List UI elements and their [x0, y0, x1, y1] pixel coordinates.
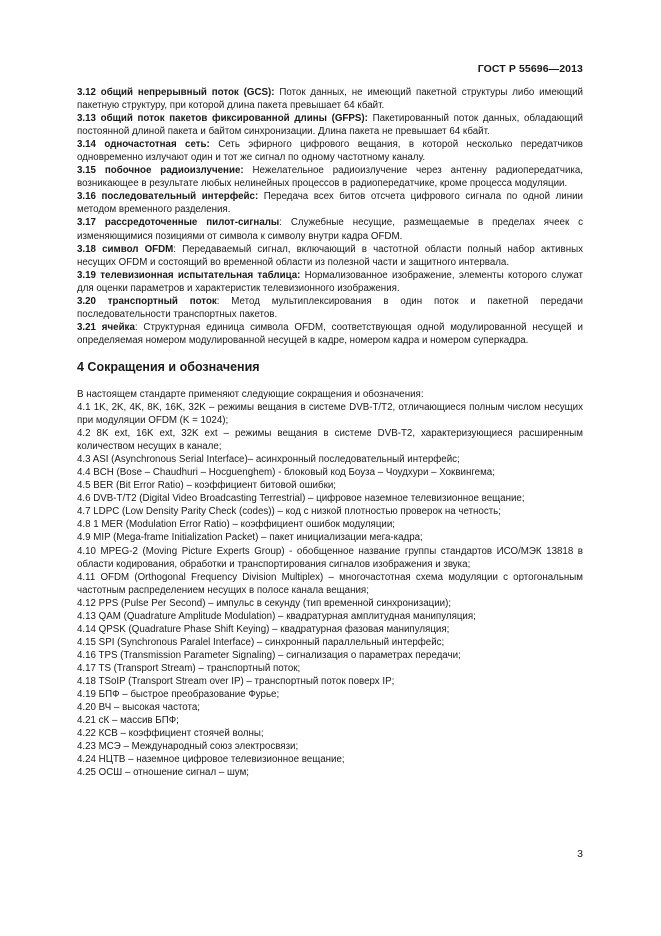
- definition-text: : Служебные несущие, размещаемые в пределах ячеек с изменяющимися позициями от символа к символу внутри кадра OFDM.: [77, 217, 583, 242]
- abbreviation-item: 4.4 BCH (Bose – Chaudhuri – Hocguenghem) - блоковый код Боуза – Чоудхури – Хоквингема;: [77, 467, 495, 479]
- abbreviation-item: 4.2 8K ext, 16K ext, 32K ext – режимы вещания в системе DVB-T2, характеризующиеся расширенным количеством несущих в канале;: [77, 428, 583, 453]
- definition-item: [77, 321, 583, 347]
- definition-term: 3.16 последовательный интерфейс:: [77, 191, 259, 203]
- definition-item: [77, 86, 583, 112]
- abbreviation-item: 4.15 SPI (Synchronous Paralel Interface) – синхронный параллельный интерфейс;: [77, 636, 445, 648]
- definition-text: Нежелательное радиоизлучение через антенну радиопередатчика, возникающее в результате любых нелинейных процессов в радиопередатчике, кроме процесса модуляции.: [77, 165, 583, 190]
- abbreviation-item: 4.14 QPSK (Quadrature Phase Shift Keying) – квадратурная фазовая манипуляция;: [77, 623, 450, 635]
- definition-term: 3.21 ячейка: [77, 321, 135, 333]
- abbreviation-item: 4.9 MIP (Mega-frame Initialization Packet) – пакет инициализации мега-кадра;: [77, 532, 423, 544]
- abbreviation-item: 4.22 КСВ – коэффициент стоячей волны;: [77, 728, 264, 740]
- definition-text: Пакетированный поток данных, обладающий постоянной длиной пакета и байтом синхронизации. Длина пакета не превышает 64 кбайт.: [77, 113, 583, 138]
- definition-text: : Метод мультиплексирования в один поток и пакетной передачи последовательности транспортных пакетов.: [77, 295, 583, 320]
- definition-text: : Передаваемый сигнал, включающий в частотной области полный набор активных несущих OFDM и состоящий во временной области из полезной части и защитного интервала.: [77, 243, 583, 268]
- page-number: 3: [577, 848, 583, 860]
- section-intro: В настоящем стандарте применяют следующие сокращения и обозначения:: [77, 388, 424, 400]
- abbreviation-item: 4.25 ОСШ – отношение сигнал – шум;: [77, 767, 249, 779]
- abbreviation-item: 4.16 TPS (Transmission Parameter Signaling) – сигнализация о параметрах передачи;: [77, 649, 461, 661]
- definition-item: [77, 164, 583, 190]
- definition-item: [77, 269, 583, 295]
- section-title: 4 Сокращения и обозначения: [77, 359, 260, 374]
- definition-item: [77, 112, 583, 138]
- definition-item: [77, 138, 583, 164]
- page-content: [77, 86, 583, 779]
- abbreviation-item: 4.7 LDPC (Low Density Parity Check (codes)) – код с низкой плотностью проверок на четность;: [77, 506, 501, 518]
- definition-item: [77, 243, 583, 269]
- abbreviation-item: 4.13 QAM (Quadrature Amplitude Modulation) – квадратурная амплитудная манипуляция;: [77, 610, 476, 622]
- document-header: ГОСТ Р 55696—2013: [477, 63, 583, 75]
- definition-term: 3.18 символ OFDM: [77, 243, 174, 255]
- abbreviation-item: 4.6 DVB-T/T2 (Digital Video Broadcasting Terrestrial) – цифровое наземное телевизионное вещание;: [77, 493, 525, 505]
- abbreviation-item: 4.5 BER (Bit Error Ratio) – коэффициент битовой ошибки;: [77, 480, 337, 492]
- abbreviation-item: 4.20 ВЧ – высокая частота;: [77, 702, 201, 714]
- definition-term: 3.17 рассредоточенные пилот-сигналы: [77, 217, 280, 229]
- abbreviation-item: 4.8 1 MER (Modulation Error Ratio) – коэффициент ошибок модуляции;: [77, 519, 396, 531]
- abbreviation-item: 4.24 НЦТВ – наземное цифровое телевизионное вещание;: [77, 754, 345, 766]
- definitions-list: [77, 86, 583, 347]
- definition-item: [77, 295, 583, 321]
- definition-item: [77, 190, 583, 216]
- abbreviation-item: 4.11 OFDM (Orthogonal Frequency Division Multiplex) – многочастотная схема модуляции с ортогональным частотным распределением несущих в полосе канала вещания;: [77, 571, 583, 596]
- abbreviation-item: 4.19 БПФ – быстрое преобразование Фурье;: [77, 689, 280, 701]
- definition-term: 3.20 транспортный поток: [77, 295, 217, 307]
- abbreviation-item: 4.21 сК – массив БПФ;: [77, 715, 179, 727]
- definition-term: 3.15 побочное радиоизлучение:: [77, 165, 244, 177]
- abbreviations-list: [77, 401, 583, 779]
- definition-term: 3.13 общий поток пакетов фиксированной длины (GFPS):: [77, 113, 368, 125]
- definition-text: Сеть эфирного цифрового вещания, в которой несколько передатчиков одновременно излучают один и тот же сигнал по одному частотному каналу.: [77, 139, 583, 164]
- definition-term: 3.14 одночастотная сеть:: [77, 139, 210, 151]
- definition-term: 3.12 общий непрерывный поток (GCS):: [77, 87, 275, 98]
- definition-text: Поток данных, не имеющий пакетной структуры либо имеющий пакетную структуру, при которой длина пакета превышает 64 кбайт.: [77, 87, 583, 112]
- definition-term: 3.19 телевизионная испытательная таблица:: [77, 269, 301, 281]
- abbreviation-item: 4.10 MPEG-2 (Moving Picture Experts Group) - обобщенное название группы стандартов ИСО/МЭК 13818 в области кодирования, обработки и транспортирования сигналов изображения и звука;: [77, 545, 583, 570]
- abbreviation-item: 4.23 МСЭ – Международный союз электросвязи;: [77, 741, 299, 753]
- definition-text: : Структурная единица символа OFDM, соответствующая одной модулированной несущей и определяемая номером модулированной несущей в кадре, номером кадра и номером суперкадра.: [77, 321, 583, 346]
- abbreviation-item: 4.3 ASI (Asynchronous Serial Interface)– асинхронный последовательный интерфейс;: [77, 454, 460, 466]
- definition-item: [77, 216, 583, 242]
- abbreviation-item: 4.1 1K, 2K, 4K, 8K, 16K, 32K – режимы вещания в системе DVB-T/T2, отличающиеся полным числом несущих при модуляции OFDM (K = 1024);: [77, 401, 583, 427]
- abbreviation-item: 4.17 TS (Transport Stream) – транспортный поток;: [77, 662, 301, 674]
- abbreviation-item: 4.12 PPS (Pulse Per Second) – импульс в секунду (тип временной синхронизации);: [77, 597, 452, 609]
- definition-text: Нормализованное изображение, элементы которого служат для оценки параметров и характеристик телевизионного изображения.: [77, 269, 584, 294]
- definition-text: Передача всех битов отсчета цифрового сигнала по одной линии методом временного разделения.: [77, 191, 583, 216]
- abbreviation-item: 4.18 TSoIP (Transport Stream over IP) – транспортный поток поверх IP;: [77, 675, 395, 687]
